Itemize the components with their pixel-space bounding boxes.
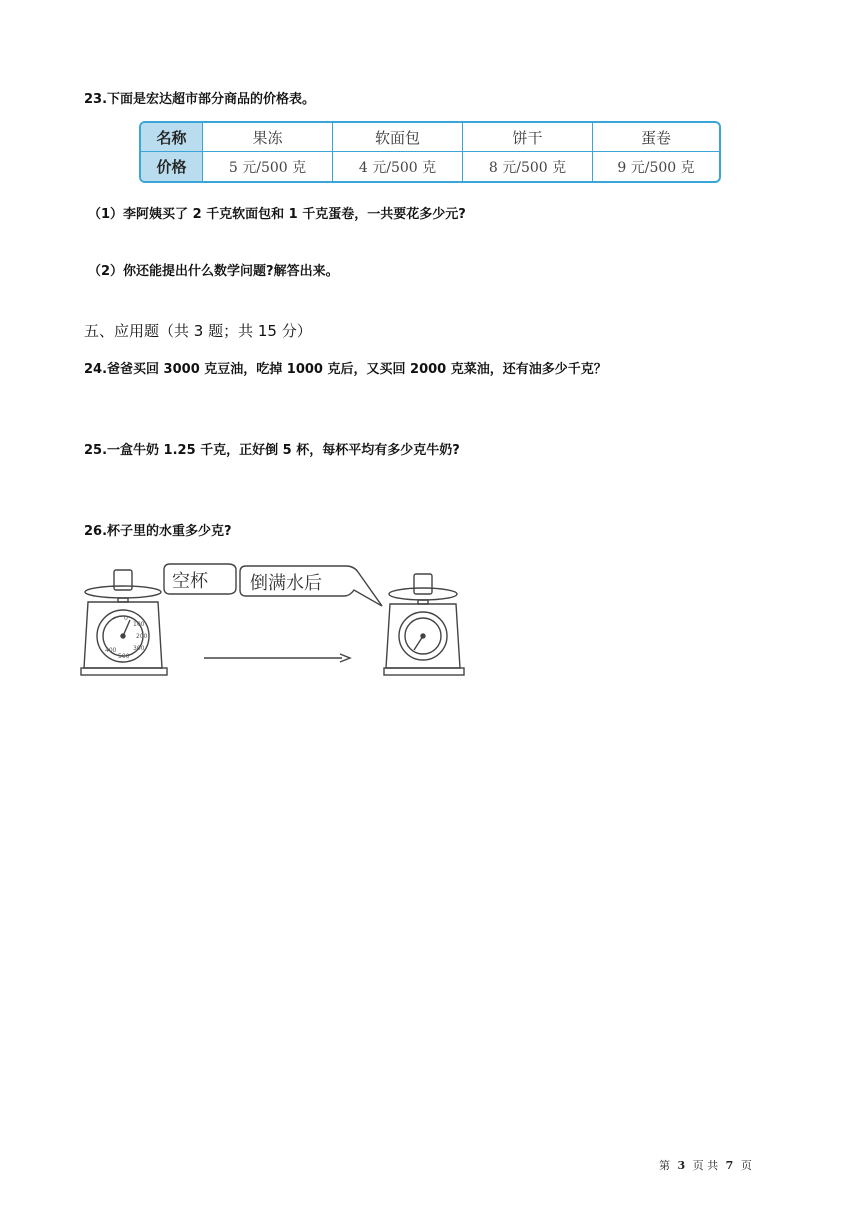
price-egg-roll: 9 元/500 克 [617,159,695,176]
dial-label-0: 0 [124,615,128,622]
item-biscuit: 饼干 [463,123,593,152]
footer-middle: 页 共 [692,1159,719,1172]
footer-suffix: 页 [740,1159,752,1172]
item-soft-bread: 软面包 [333,123,463,152]
table-header-name: 名称 [141,123,203,152]
dial-label-100: 100 [133,621,145,628]
question-26-title: 26.杯子里的水重多少克? [84,524,232,539]
dial-label-400: 400 [105,647,117,654]
price-table [139,121,721,183]
page-footer [657,1157,754,1173]
question-25: 25.一盒牛奶 1.25 千克，正好倒 5 杯，每杯平均有多少克牛奶? [84,443,460,458]
table-header-price: 价格 [141,152,203,181]
dial-label-300: 300 [133,645,145,652]
question-23-title: 23.下面是宏达超市部分商品的价格表。 [84,92,316,107]
question-24: 24.爸爸买回 3000 克豆油，吃掉 1000 克后，又买回 2000 克菜油，还有油多少千克？ [84,362,607,377]
question-23-part-2: （2）你还能提出什么数学问题?解答出来。 [88,264,339,279]
footer-page-number: 3 [677,1159,686,1172]
price-soft-bread: 4 元/500 克 [333,152,463,181]
scale-illustration [78,560,478,682]
dial-label-200: 200 [136,633,148,640]
dial-label-500: 500 [118,653,130,660]
footer-prefix: 第 [659,1159,670,1172]
right-scale [384,574,464,675]
item-egg-roll: 蛋卷 [593,123,719,152]
question-23-part-1: （1）李阿姨买了 2 千克软面包和 1 千克蛋卷，一共要花多少元? [88,207,466,222]
price-jelly: 5 元/500 克 [203,152,333,181]
bubble-after-filling: 倒满水后 [250,573,322,594]
footer-total-pages: 7 [725,1159,734,1172]
item-jelly: 果冻 [203,123,333,152]
section-5-heading: 五、应用题（共 3 题；共 15 分） [84,322,312,340]
bubble-empty-cup: 空杯 [172,571,208,592]
price-biscuit: 8 元/500 克 [463,152,593,181]
